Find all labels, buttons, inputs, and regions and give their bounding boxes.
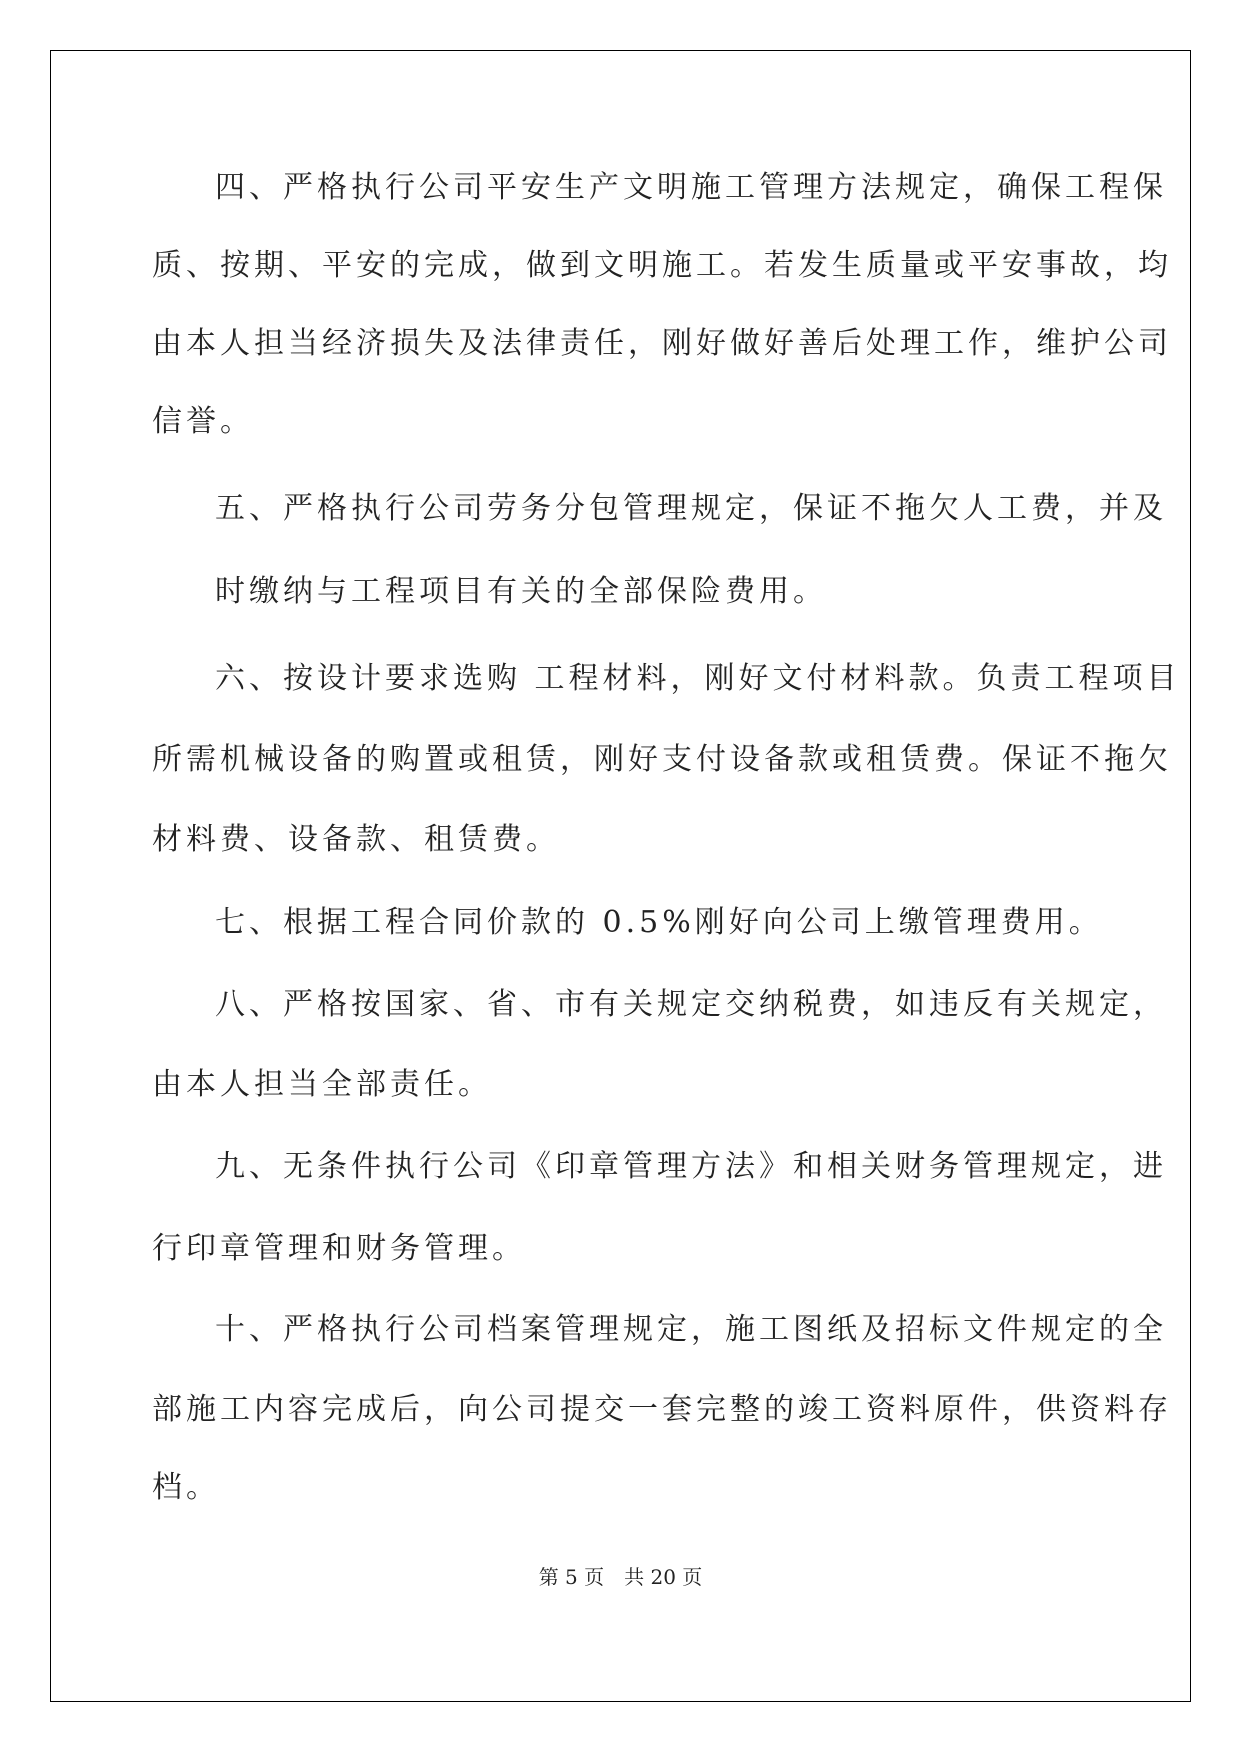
clause-7-line-1: 七、根据工程合同价款的 0.5%刚好向公司上缴管理费用。 <box>215 905 1103 940</box>
clause-6-line-1: 六、按设计要求选购 工程材料，刚好文付材料款。负责工程项目 <box>215 661 1181 696</box>
current-page-number: 第 5 页 <box>538 1565 605 1589</box>
clause-4-line-3: 由本人担当经济损失及法律责任，刚好做好善后处理工作，维护公司 <box>152 326 1172 361</box>
clause-6-line-2: 所需机械设备的购置或租赁，刚好支付设备款或租赁费。保证不拖欠 <box>152 742 1172 777</box>
clause-4-line-4: 信誉。 <box>152 404 254 439</box>
clause-5-line-2: 时缴纳与工程项目有关的全部保险费用。 <box>215 574 827 609</box>
clause-4-line-1: 四、严格执行公司平安生产文明施工管理方法规定，确保工程保 <box>215 170 1167 205</box>
clause-10-line-1: 十、严格执行公司档案管理规定，施工图纸及招标文件规定的全 <box>215 1312 1167 1347</box>
clause-8-line-2: 由本人担当全部责任。 <box>152 1067 492 1102</box>
page-footer <box>0 1562 1241 1592</box>
clause-5-line-1: 五、严格执行公司劳务分包管理规定，保证不拖欠人工费，并及 <box>215 491 1167 526</box>
clause-9-line-1: 九、无条件执行公司《印章管理方法》和相关财务管理规定，进 <box>215 1149 1167 1184</box>
total-page-count: 共 20 页 <box>624 1565 703 1589</box>
clause-9-line-2: 行印章管理和财务管理。 <box>152 1231 526 1266</box>
clause-6-line-3: 材料费、设备款、租赁费。 <box>152 822 560 857</box>
clause-4-line-2: 质、按期、平安的完成，做到文明施工。若发生质量或平安事故，均 <box>152 248 1172 283</box>
clause-10-line-2: 部施工内容完成后，向公司提交一套完整的竣工资料原件，供资料存 <box>152 1392 1172 1427</box>
clause-8-line-1: 八、严格按国家、省、市有关规定交纳税费，如违反有关规定， <box>215 987 1167 1022</box>
clause-10-line-3: 档。 <box>152 1470 220 1505</box>
